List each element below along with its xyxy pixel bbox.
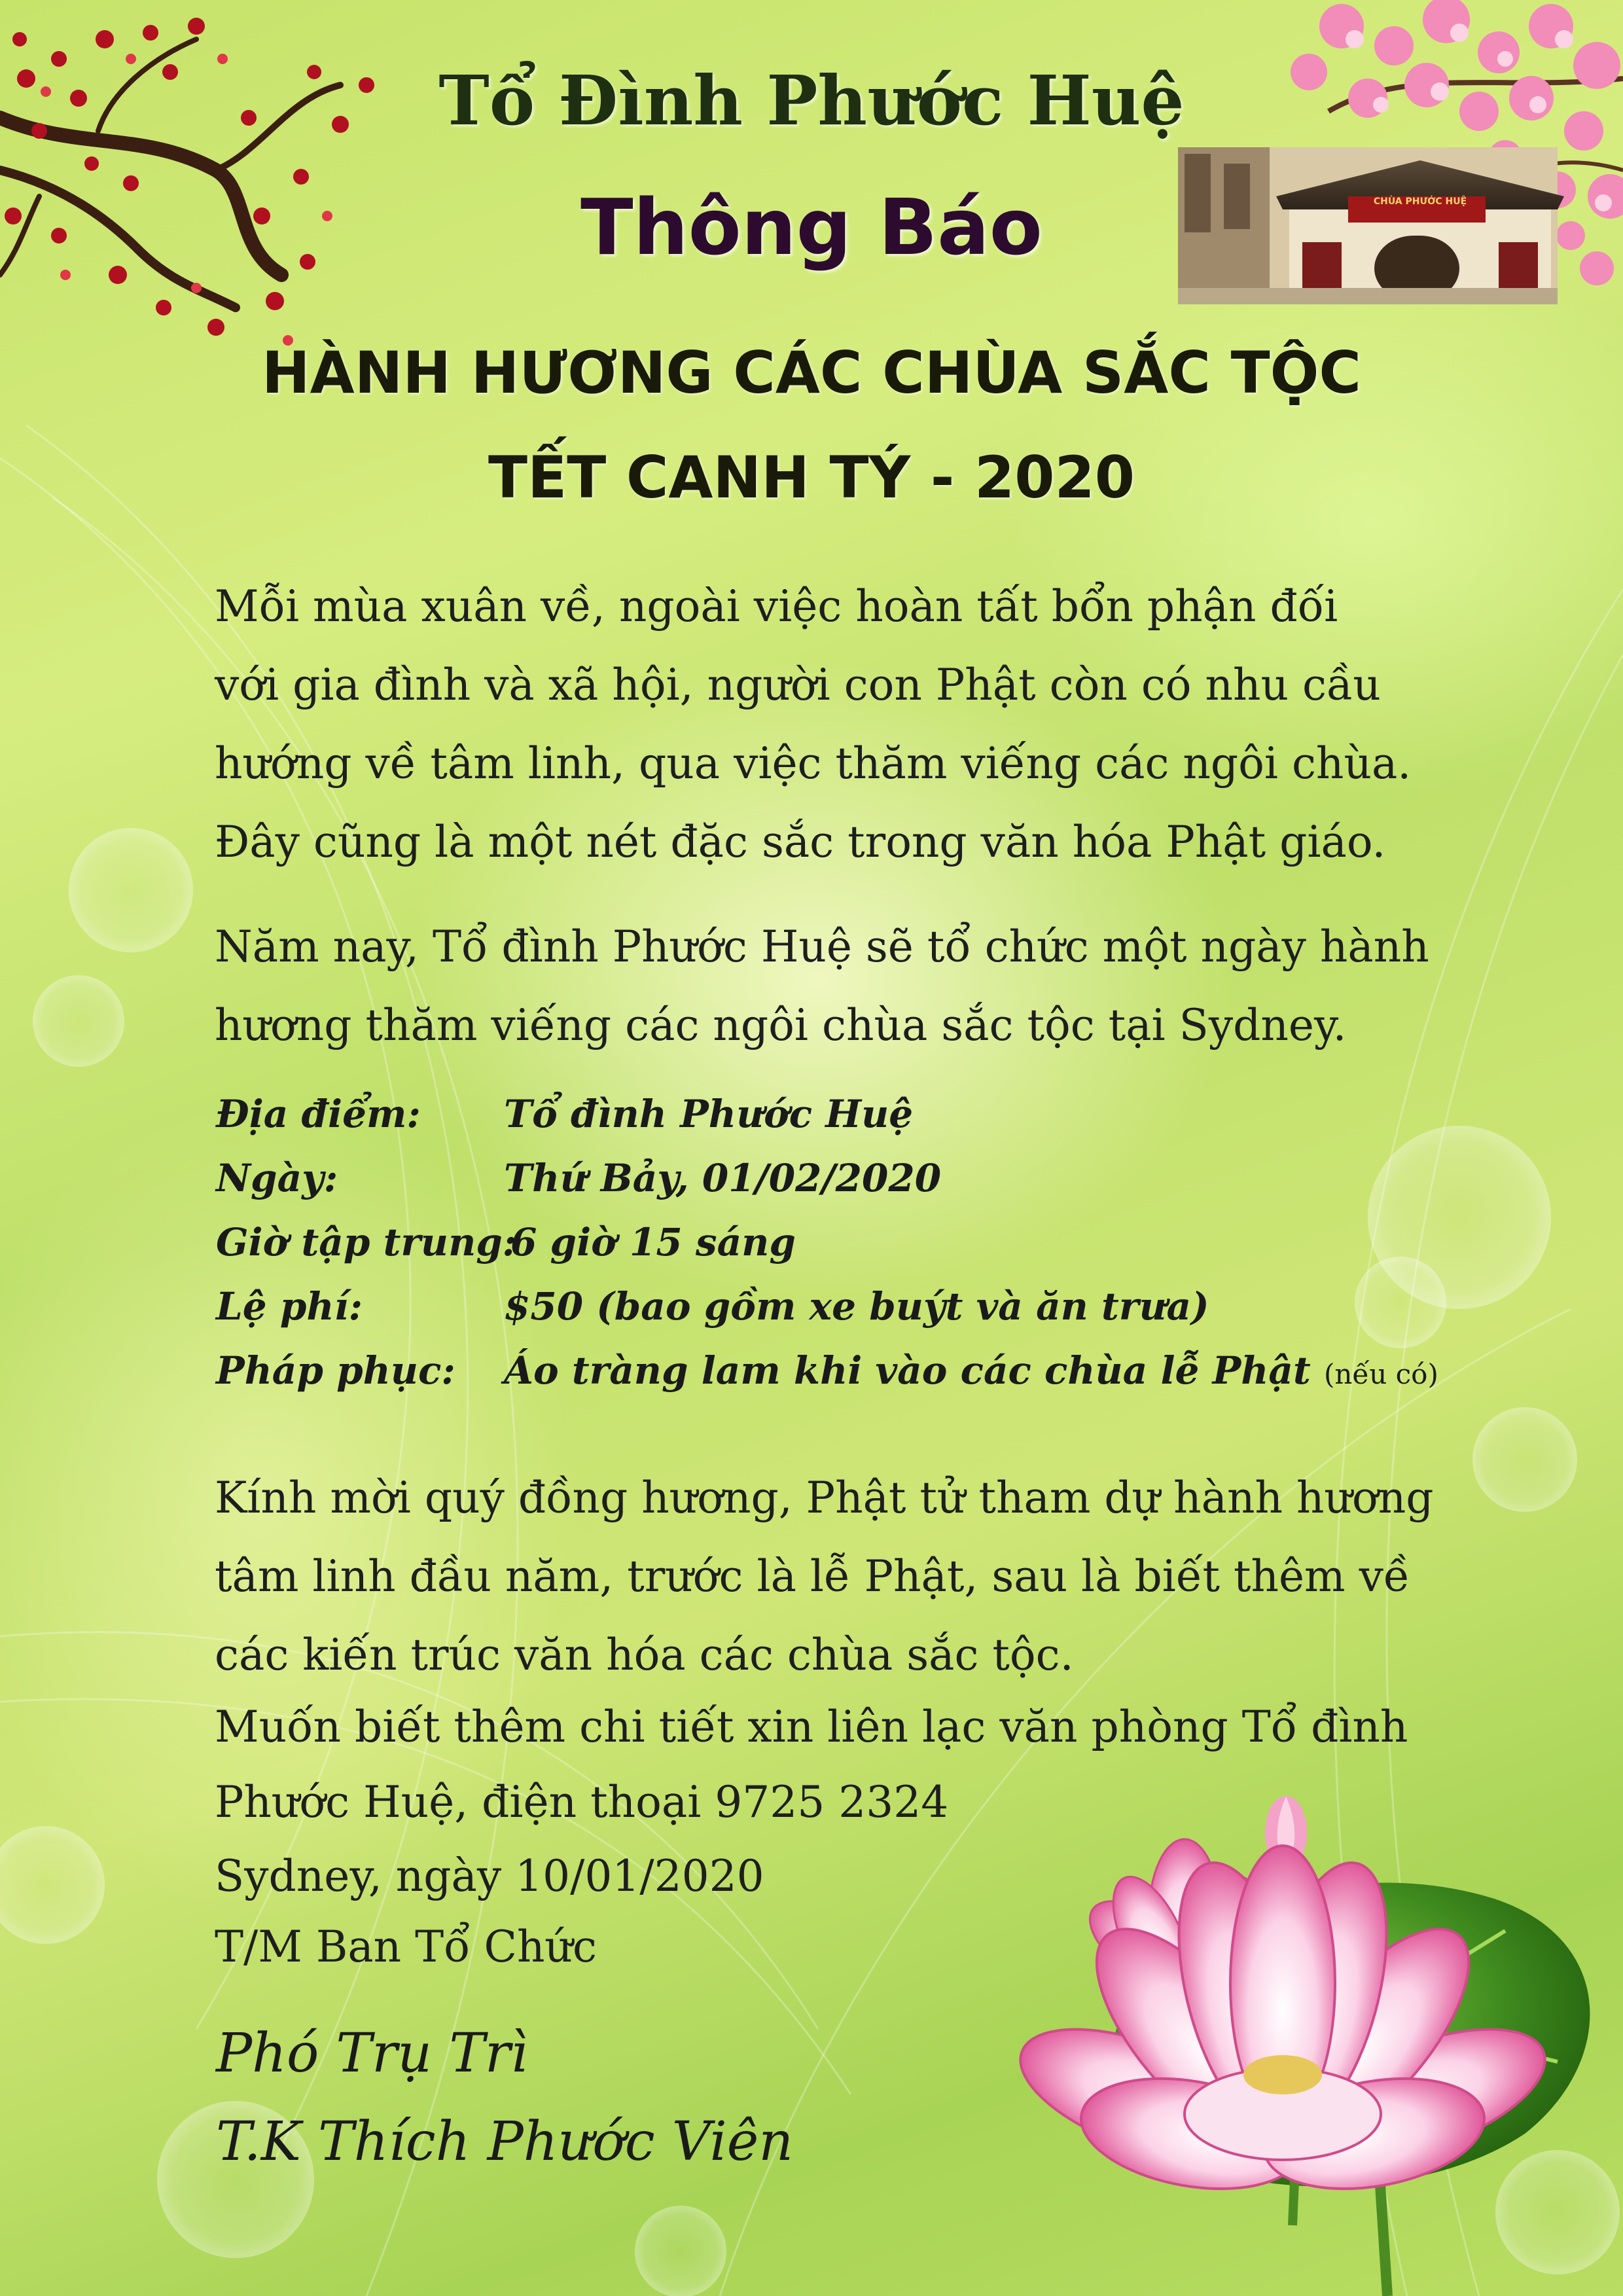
detail-label-location: Địa điểm:	[216, 1092, 421, 1136]
announcement-line: hương thăm viếng các ngôi chùa sắc tộc tại Sydney.	[215, 1000, 1347, 1050]
signature-name: T.K Thích Phước Viên	[216, 2111, 794, 2173]
detail-label-date: Ngày:	[216, 1156, 338, 1200]
attire-note: (nếu có)	[1323, 1358, 1438, 1390]
intro-line: với gia đình và xã hội, người con Phật còn có nhu cầu	[215, 660, 1381, 710]
detail-value-date: Thứ Bảy, 01/02/2020	[504, 1156, 942, 1200]
dateline: Sydney, ngày 10/01/2020	[215, 1851, 764, 1901]
lotus-center	[1243, 2055, 1322, 2094]
contact-line: Phước Huệ, điện thoại 9725 2324	[215, 1777, 949, 1827]
detail-value-attire	[504, 1348, 1438, 1393]
detail-value-fee: $50 (bao gồm xe buýt và ăn trưa)	[504, 1284, 1209, 1329]
invitation-line: Kính mời quý đồng hương, Phật tử tham dự hành hương	[215, 1473, 1434, 1523]
attire-text: Áo tràng lam khi vào các chùa lễ Phật	[504, 1348, 1311, 1393]
detail-value-location: Tổ đình Phước Huệ	[504, 1092, 914, 1136]
announcement-line: Năm nay, Tổ đình Phước Huệ sẽ tổ chức một ngày hành	[215, 922, 1429, 972]
headline-line1: HÀNH HƯƠNG CÁC CHÙA SẮC TỘC	[262, 339, 1361, 406]
temple-gate-sign: CHÙA PHƯỚC HUỆ	[1373, 196, 1467, 207]
detail-value-meeting-time: 6 giờ 15 sáng	[510, 1220, 796, 1265]
invitation-line: các kiến trúc văn hóa các chùa sắc tộc.	[215, 1630, 1074, 1680]
detail-label-meeting-time: Giờ tập trung:	[216, 1220, 517, 1265]
notice-title: Thông Báo	[580, 182, 1043, 272]
detail-label-attire: Pháp phục:	[216, 1348, 455, 1393]
intro-line: Mỗi mùa xuân về, ngoài việc hoàn tất bổn phận đối	[215, 581, 1338, 632]
invitation-line: tâm linh đầu năm, trước là lễ Phật, sau là biết thêm về	[215, 1551, 1410, 1602]
organizer: T/M Ban Tổ Chức	[215, 1922, 597, 1972]
intro-line: Đây cũng là một nét đặc sắc trong văn hóa Phật giáo.	[215, 817, 1386, 867]
signature-title: Phó Trụ Trì	[216, 2022, 528, 2085]
contact-line: Muốn biết thêm chi tiết xin liên lạc văn phòng Tổ đình	[215, 1702, 1408, 1752]
detail-label-fee: Lệ phí:	[216, 1284, 363, 1329]
intro-line: hướng về tâm linh, qua việc thăm viếng các ngôi chùa.	[215, 738, 1412, 789]
headline-line2: TẾT CANH TÝ - 2020	[488, 444, 1135, 511]
temple-name: Tổ Đình Phước Huệ	[438, 60, 1185, 141]
